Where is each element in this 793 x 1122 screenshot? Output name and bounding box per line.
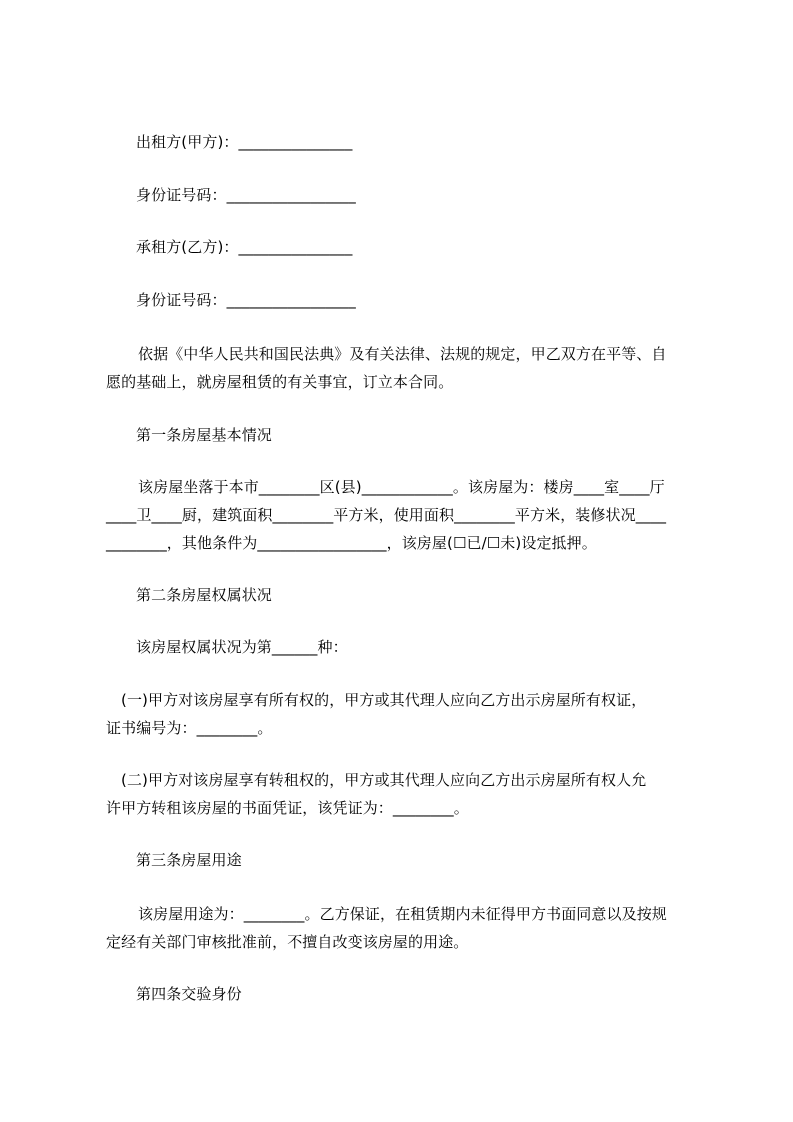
article3-title: 第三条房屋用途 [136, 851, 242, 869]
article2-item1-line-2: 证书编号为：________。 [106, 719, 273, 737]
article1-line-3: ________，其他条件为_________________，该房屋(☐已/☐未)设定抵押。 [106, 534, 597, 552]
intro-line-1: 依据《中华人民共和国民法典》及有关法律、法规的规定，甲乙双方在平等、自 [138, 345, 667, 363]
intro-line-2: 愿的基础上，就房屋租赁的有关事宜，订立本合同。 [106, 373, 454, 391]
article1-line-2: ____卫____厨，建筑面积________平方米，使用面积________平方米，装修状况____ [106, 506, 667, 524]
article3-line-1: 该房屋用途为：________。乙方保证，在租赁期内未征得甲方书面同意以及按规 [138, 905, 667, 923]
article2-item2-line-1: (二)甲方对该房屋享有转租权的，甲方或其代理人应向乙方出示房屋所有权人允 [121, 771, 647, 789]
party-b-line: 承租方(乙方)：_______________ [136, 238, 353, 256]
article2-item2-line-2: 许甲方转租该房屋的书面凭证，该凭证为：________。 [106, 799, 469, 817]
article2-intro: 该房屋权属状况为第______种： [136, 638, 348, 656]
party-a-line: 出租方(甲方)：_______________ [136, 133, 353, 151]
article3-line-2: 定经有关部门审核批准前，不擅自改变该房屋的用途。 [106, 933, 469, 951]
article1-title: 第一条房屋基本情况 [136, 426, 272, 444]
id-a-line: 身份证号码：_________________ [136, 186, 356, 204]
id-b-line: 身份证号码：_________________ [136, 291, 356, 309]
article1-line-1: 该房屋坐落于本市________区(县)____________。该房屋为：楼房____室____厅 [138, 478, 665, 496]
article2-title: 第二条房屋权属状况 [136, 586, 272, 604]
article2-item1-line-1: (一)甲方对该房屋享有所有权的，甲方或其代理人应向乙方出示房屋所有权证， [121, 691, 647, 709]
article4-title: 第四条交验身份 [136, 985, 242, 1003]
